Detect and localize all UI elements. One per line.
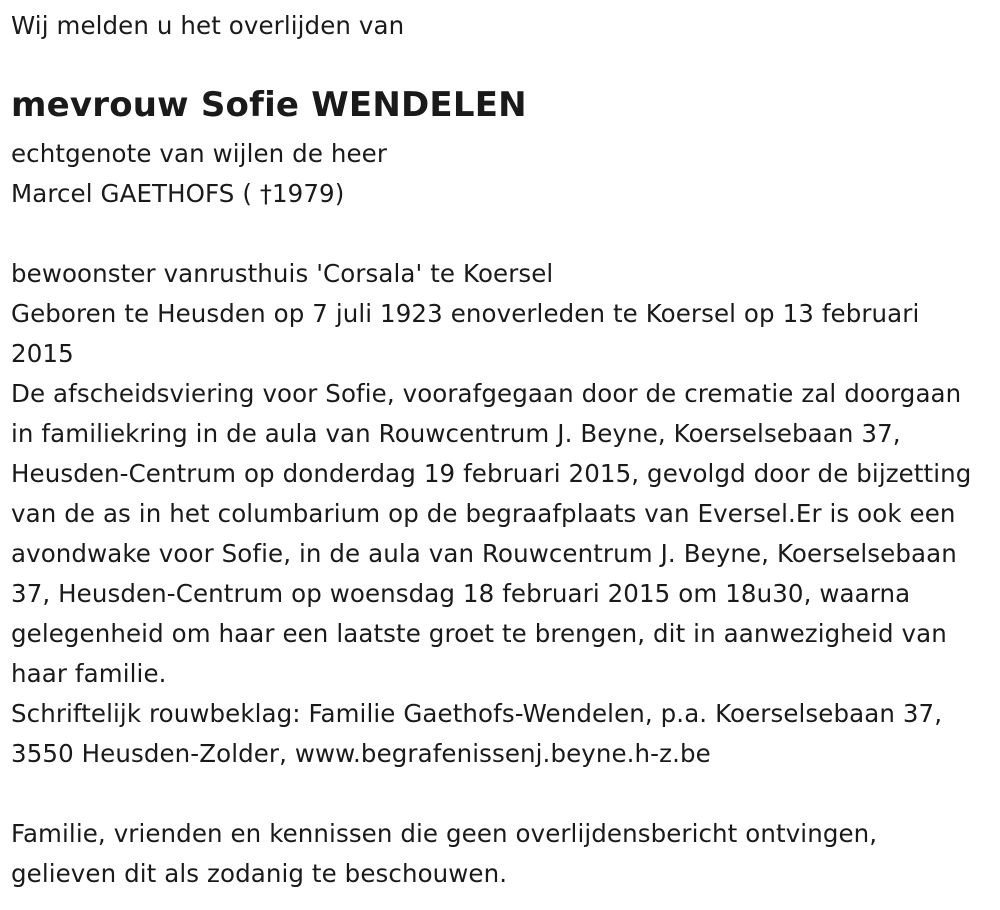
details-block [11, 254, 986, 774]
closing-block [11, 814, 877, 894]
intro-text: Wij melden u het overlijden van [11, 11, 405, 40]
closing-line-2: gelieven dit als zodanig te beschouwen. [11, 859, 508, 888]
ceremony-text: De afscheidsviering voor Sofie, voorafgegaan door de crematie zal doorgaan in familiekring in de aula van Rouwcentrum J. Beyne, Koerselsebaan 37, Heusden-Centrum op donderdag 19 februari 2015, gevolgd door de bijzetting van de as in het columbarium op de begraafplaats van Eversel.Er is ook een avondwake voor Sofie, in de aula van Rouwcentrum J. Beyne, Koerselsebaan 37, Heusden-Centrum op woensdag 18 februari 2015 om 18u30, waarna gelegenheid om haar een laatste groet te brengen, dit in aanwezigheid van haar familie. [11, 379, 972, 688]
condolences-text: Schriftelijk rouwbeklag: Familie Gaethofs-Wendelen, p.a. Koerselsebaan 37, 3550 Heusden-Zolder, www.begrafenissenj.beyne.h-z.be [11, 699, 943, 768]
residence-text: bewoonster vanrusthuis 'Corsala' te Koersel [11, 259, 554, 288]
spouse-name: Marcel GAETHOFS ( [11, 179, 252, 208]
birth-death-text: Geboren te Heusden op 7 juli 1923 enoverleden te Koersel op 13 februari 2015 [11, 299, 920, 368]
spouse-name-line [11, 174, 387, 214]
spouse-relation: echtgenote van wijlen de heer [11, 139, 388, 168]
spouse-death-year: 1979) [271, 179, 345, 208]
spouse-block [11, 134, 387, 214]
deceased-name: mevrouw Sofie WENDELEN [11, 85, 527, 125]
closing-line-1: Familie, vrienden en kennissen die geen overlijdensbericht ontvingen, [11, 819, 878, 848]
cross-icon: † [259, 180, 272, 208]
